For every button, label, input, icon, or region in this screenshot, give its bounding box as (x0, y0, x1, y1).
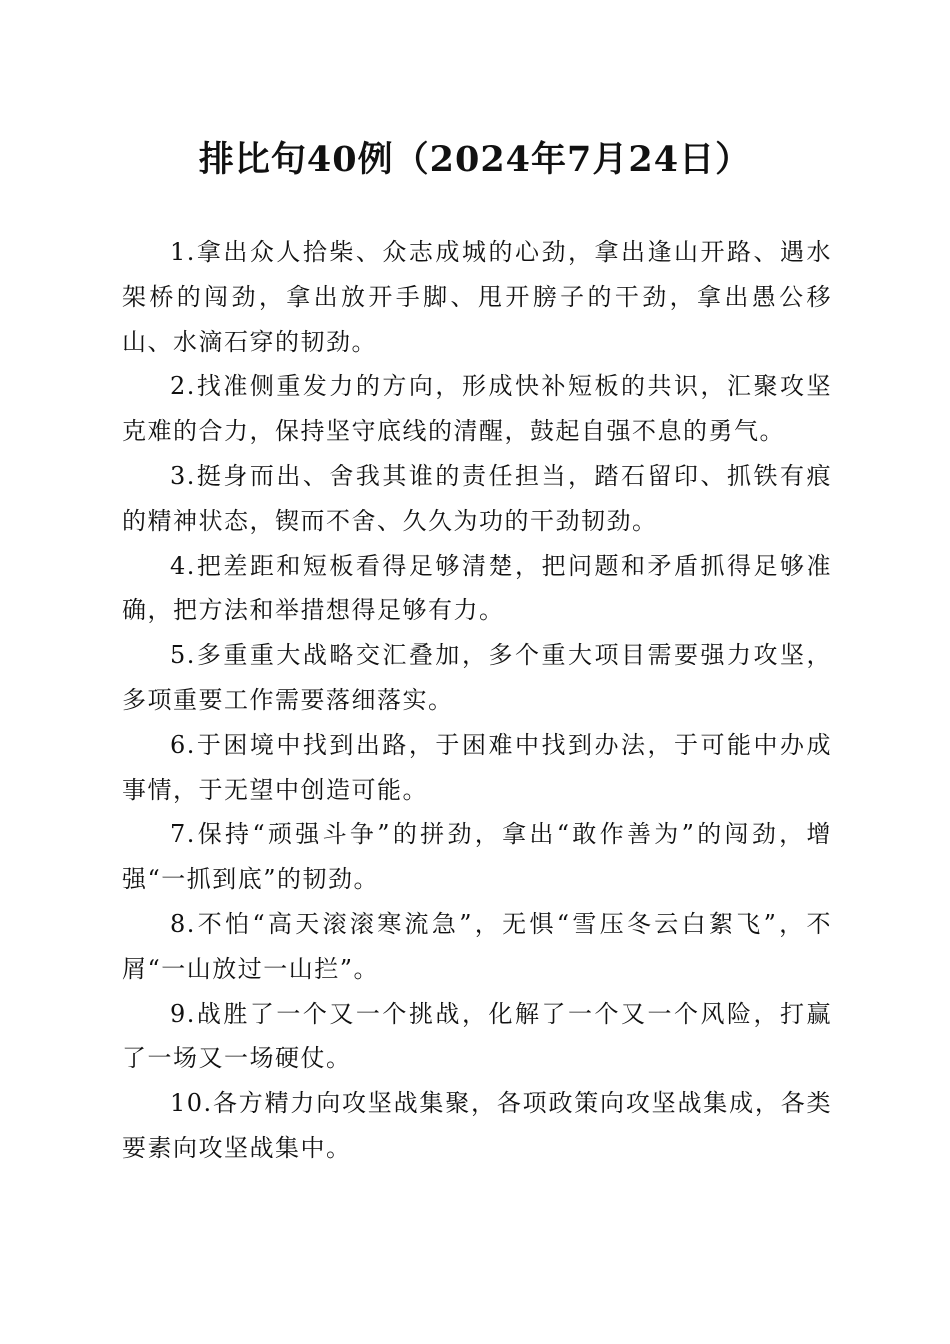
paragraph-10: 10.各方精力向攻坚战集聚，各项政策向攻坚战集成，各类要素向攻坚战集中。 (122, 1089, 832, 1162)
paragraph-3: 3.挺身而出、舍我其谁的责任担当，踏石留印、抓铁有痕的精神状态，锲而不舍、久久为功的干劲韧劲。 (122, 461, 832, 535)
document-title: 排比句40例（2024年7月24日） (198, 139, 752, 180)
paragraph-1: 1.拿出众人拾柴、众志成城的心劲，拿出逢山开路、遇水架桥的闯劲，拿出放开手脚、甩开膀子的干劲，拿出愚公移山、水滴石穿的韧劲。 (122, 238, 832, 356)
paragraph-6: 6.于困境中找到出路，于困难中找到办法，于可能中办成事情，于无望中创造可能。 (122, 730, 832, 804)
paragraph-4: 4.把差距和短板看得足够清楚，把问题和矛盾抓得足够准确，把方法和举措想得足够有力。 (122, 551, 832, 625)
paragraph-5: 5.多重重大战略交汇叠加，多个重大项目需要强力攻坚，多项重要工作需要落细落实。 (122, 641, 832, 714)
document-body (122, 230, 832, 1171)
paragraph-8: 8.不怕“高天滚滚寒流急”，无惧“雪压冬云白絮飞”，不屑“一山放过一山拦”。 (122, 909, 832, 983)
paragraph-2: 2.找准侧重发力的方向，形成快补短板的共识，汇聚攻坚克难的合力，保持坚守底线的清醒，鼓起自强不息的勇气。 (122, 372, 832, 446)
paragraph-7: 7.保持“顽强斗争”的拼劲，拿出“敢作善为”的闯劲，增强“一抓到底”的韧劲。 (122, 820, 832, 894)
paragraph-9: 9.战胜了一个又一个挑战，化解了一个又一个风险，打赢了一场又一场硬仗。 (122, 999, 832, 1073)
